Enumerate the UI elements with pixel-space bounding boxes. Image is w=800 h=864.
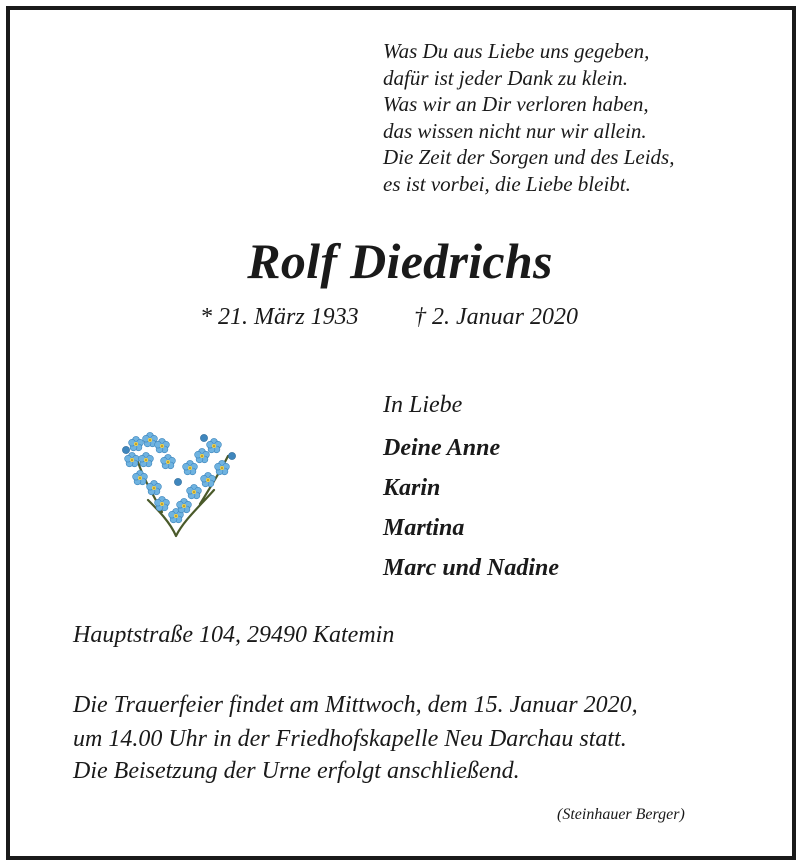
poem-line: das wissen nicht nur wir allein. xyxy=(383,118,647,143)
mourner-name: Deine Anne xyxy=(383,435,501,461)
death-date: † 2. Januar 2020 xyxy=(414,304,578,330)
poem-line: Was wir an Dir verloren haben, xyxy=(383,92,649,116)
poem-line: Die Zeit der Sorgen und des Leids, xyxy=(383,145,675,169)
ceremony-line: um 14.00 Uhr in der Friedhofskapelle Neu Darchau statt. xyxy=(73,726,627,752)
poem-line: es ist vorbei, die Liebe bleibt. xyxy=(383,171,631,196)
mourners-intro: In Liebe xyxy=(383,392,463,418)
mourners-block xyxy=(383,388,559,588)
memorial-poem xyxy=(383,38,783,197)
mourner-name: Karin xyxy=(383,475,441,501)
mourner-name: Marc und Nadine xyxy=(383,555,560,581)
deceased-name: Rolf Diedrichs xyxy=(247,233,553,289)
mourner-name: Martina xyxy=(383,515,465,541)
birth-date: * 21. März 1933 xyxy=(200,304,359,330)
forget-me-not-heart-icon xyxy=(118,426,250,542)
poem-line: dafür ist jeder Dank zu klein. xyxy=(383,65,628,90)
ceremony-line: Die Trauerfeier findet am Mittwoch, dem 15. Januar 2020, xyxy=(73,692,638,718)
poem-line: Was Du aus Liebe uns gegeben, xyxy=(383,39,650,63)
burial-info: Die Beisetzung der Urne erfolgt anschließend. xyxy=(73,758,520,784)
funeral-home-credit: (Steinhauer Berger) xyxy=(557,806,685,823)
funeral-ceremony-info xyxy=(73,688,638,756)
address: Hauptstraße 104, 29490 Katemin xyxy=(73,622,395,648)
